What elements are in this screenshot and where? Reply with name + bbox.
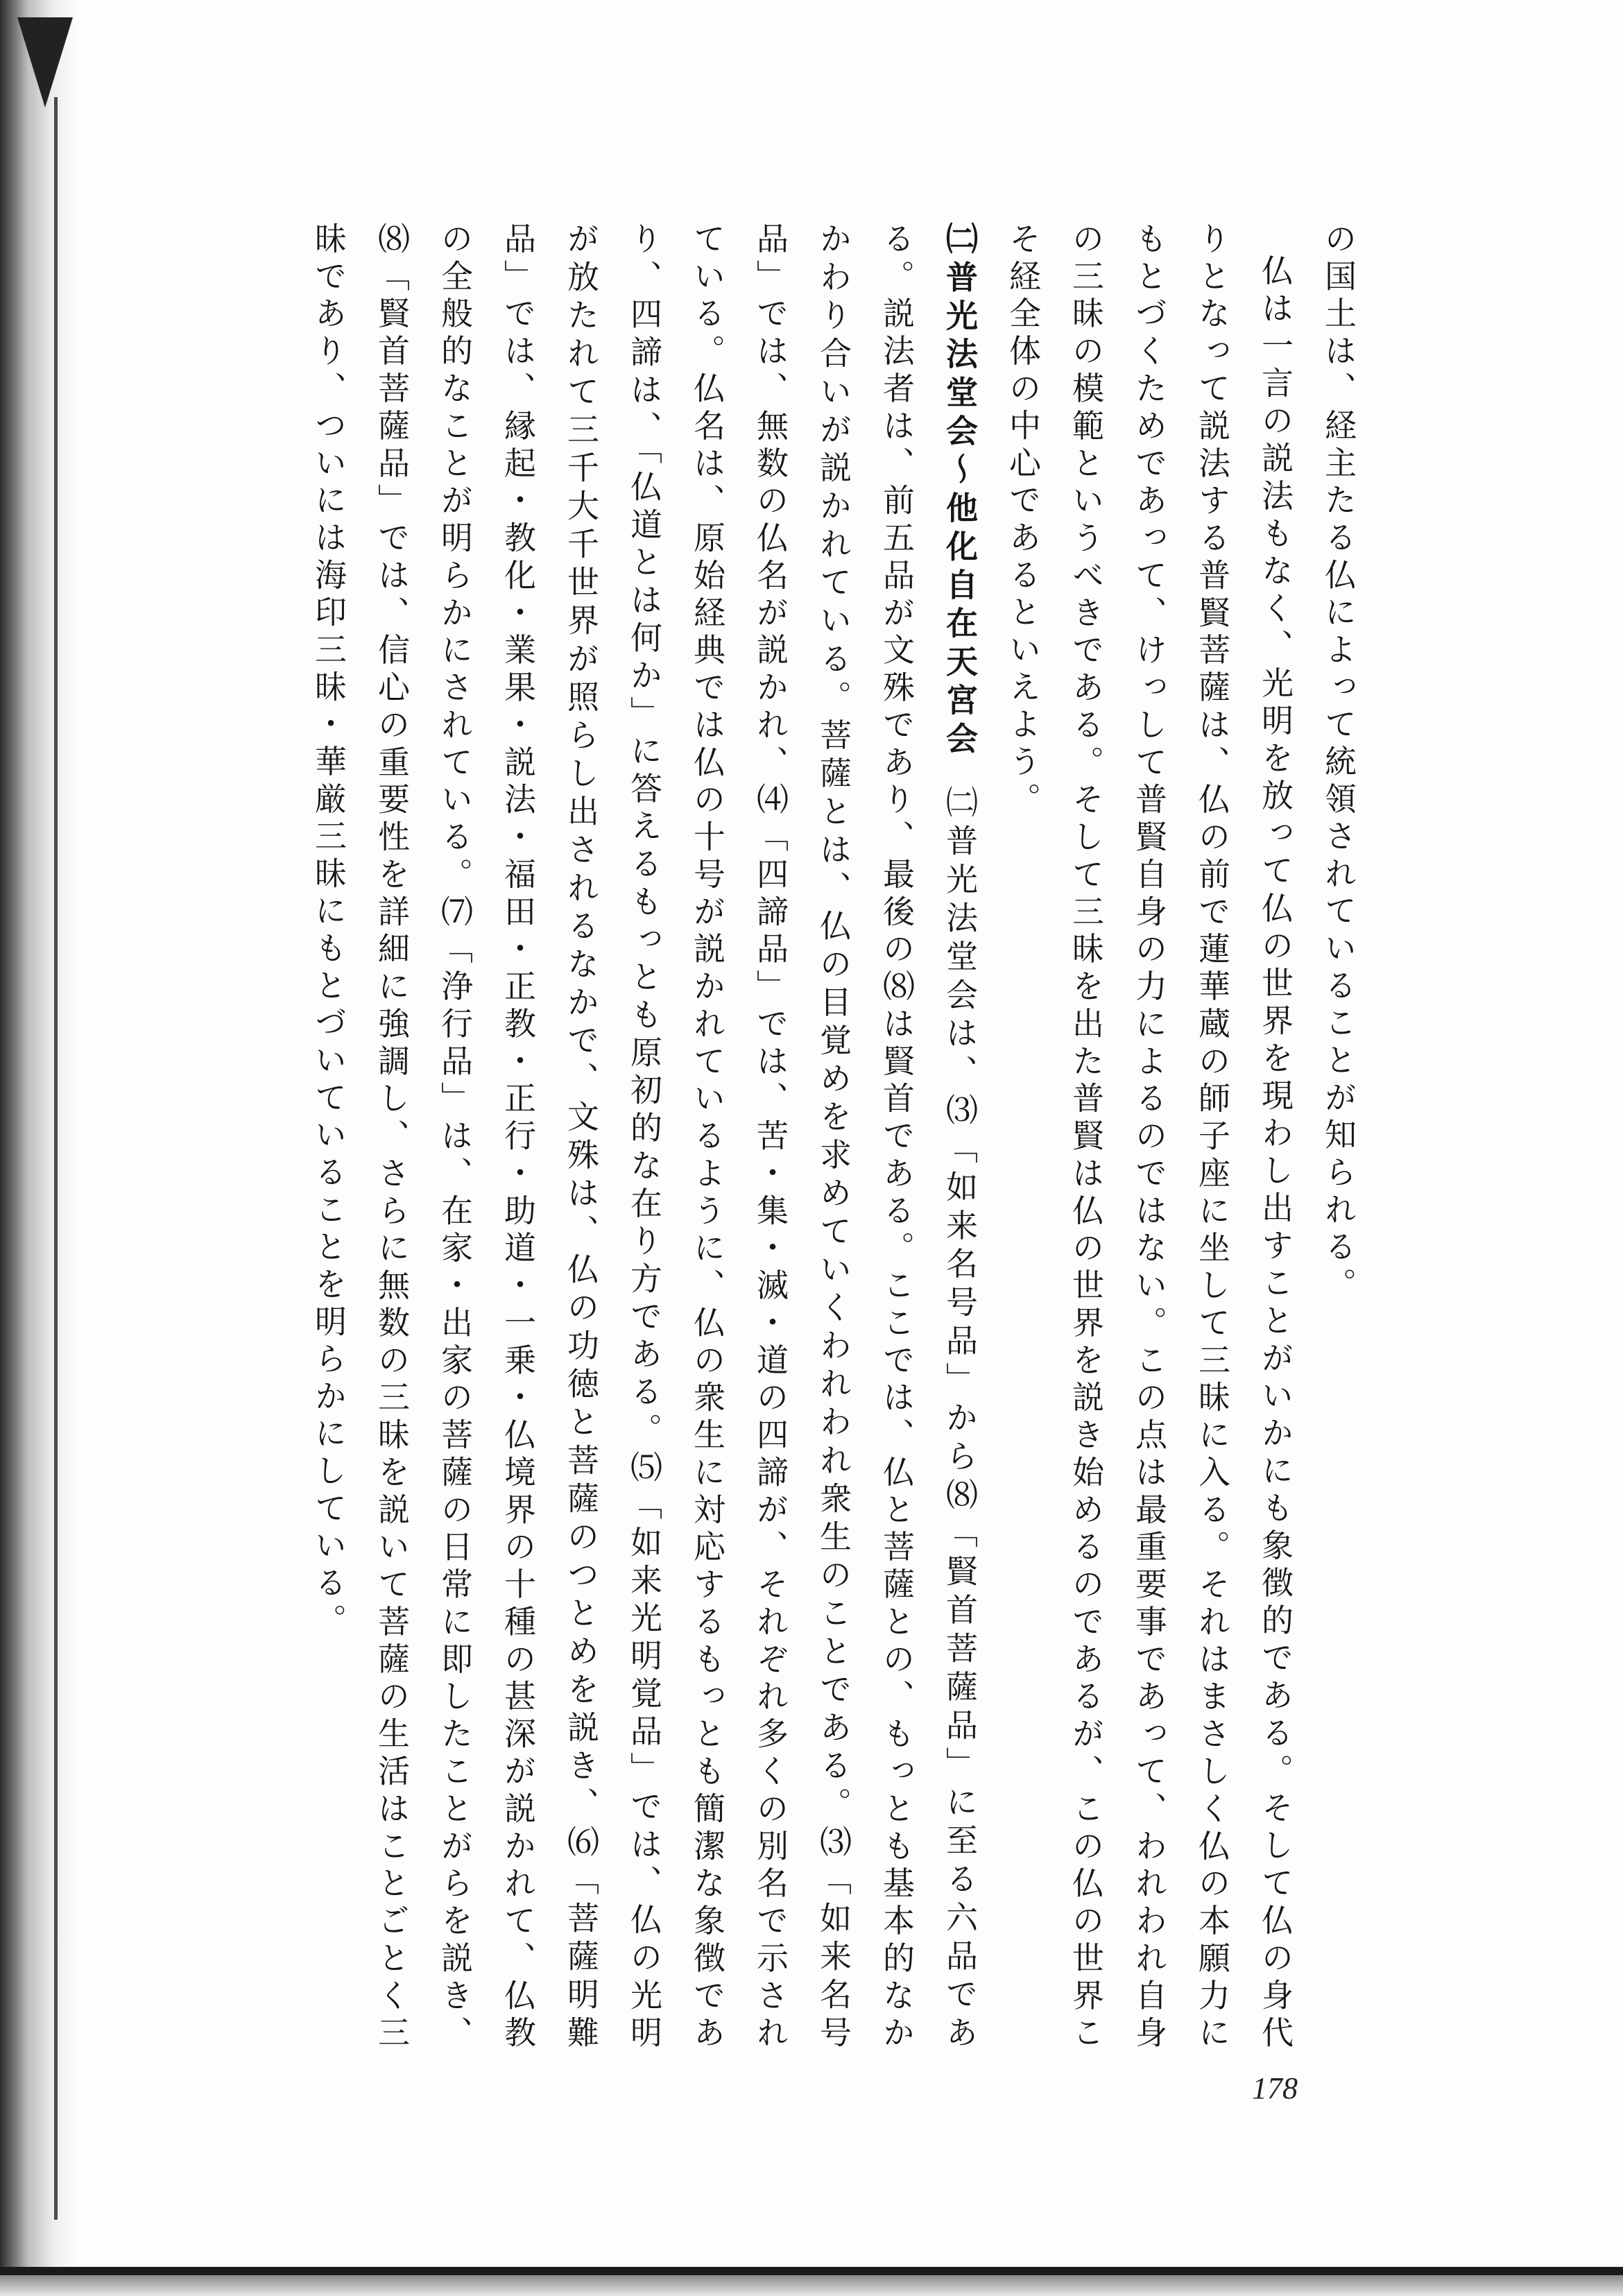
- section-heading: ㈡普光法堂会〜他化自在天宮会: [941, 222, 979, 760]
- scan-bottom-edge: [0, 2267, 1623, 2275]
- paragraph-text: 仏は一言の説法もなく、光明を放って仏の世界を現わし出すことがいかにも象徴的である。そして仏の身代りとなって説法する普賢菩薩は、仏の前で蓮華蔵の師子座に坐して三昧に入る。それはまさしく仏の本願力にもとづくためであって、けっして普賢自身の力によるのではない。この点は最重要事であって、われわれ自身の三昧の模範というべきである。そして三昧を出た普賢は仏の世界を説き始めるのであるが、この仏の世界こそ経全体の中心であるといえよう。: [1004, 222, 1294, 2053]
- paragraph-fukou-hodoe: [297, 222, 991, 2053]
- scan-binding-line: [54, 97, 58, 2220]
- paragraph-continuation: [1307, 222, 1370, 2053]
- scan-bottom-shadow: [0, 2275, 1623, 2296]
- scan-binding-mark: [17, 17, 73, 108]
- paragraph-text: ㈡普光法堂会は、⑶「如来名号品」から⑻「賢首菩薩品」に至る六品である。説法者は、前五品が文殊であり、最後の⑻は賢首である。ここでは、仏と菩薩との、もっとも基本的なかかわり合いが説かれている。菩薩とは、仏の目覚めを求めていくわれわれ衆生のことである。⑶「如来名号品」では、無数の仏名が説かれ、⑷「四諦品」では、苦・集・滅・道の四諦が、それぞれ多くの別名で示されている。仏名は、原始経典では仏の十号が説かれているように、仏の衆生に対応するもっとも簡潔な象徴であり、四諦は、「仏道とは何か」に答えるもっとも原初的な在り方である。⑸「如来光明覚品」では、仏の光明が放たれて三千大千世界が照らし出されるなかで、文殊は、仏の功徳と菩薩のつとめを説き、⑹「菩薩明難品」では、縁起・教化・業果・説法・福田・正教・正行・助道・一乗・仏境界の十種の甚深が説かれて、仏教の全般的なことが明らかにされている。⑺「浄行品」は、在家・出家の菩薩の日常に即したことがらを説き、⑻「賢首菩薩品」では、信心の重要性を詳細に強調し、さらに無数の三昧を説いて菩薩の生活はことごとく三昧であり、ついには海印三昧・華厳三昧にもとづいていることを明らかにしている。: [310, 222, 979, 2054]
- scan-binding-shadow: [0, 0, 76, 2296]
- vertical-text-block: [297, 222, 1370, 2053]
- paragraph-buddha-samadhi: [991, 222, 1307, 2053]
- paragraph-text: の国土は、経主たる仏によって統領されていることが知られる。: [1320, 222, 1357, 1305]
- page-number: 178: [1252, 2071, 1298, 2105]
